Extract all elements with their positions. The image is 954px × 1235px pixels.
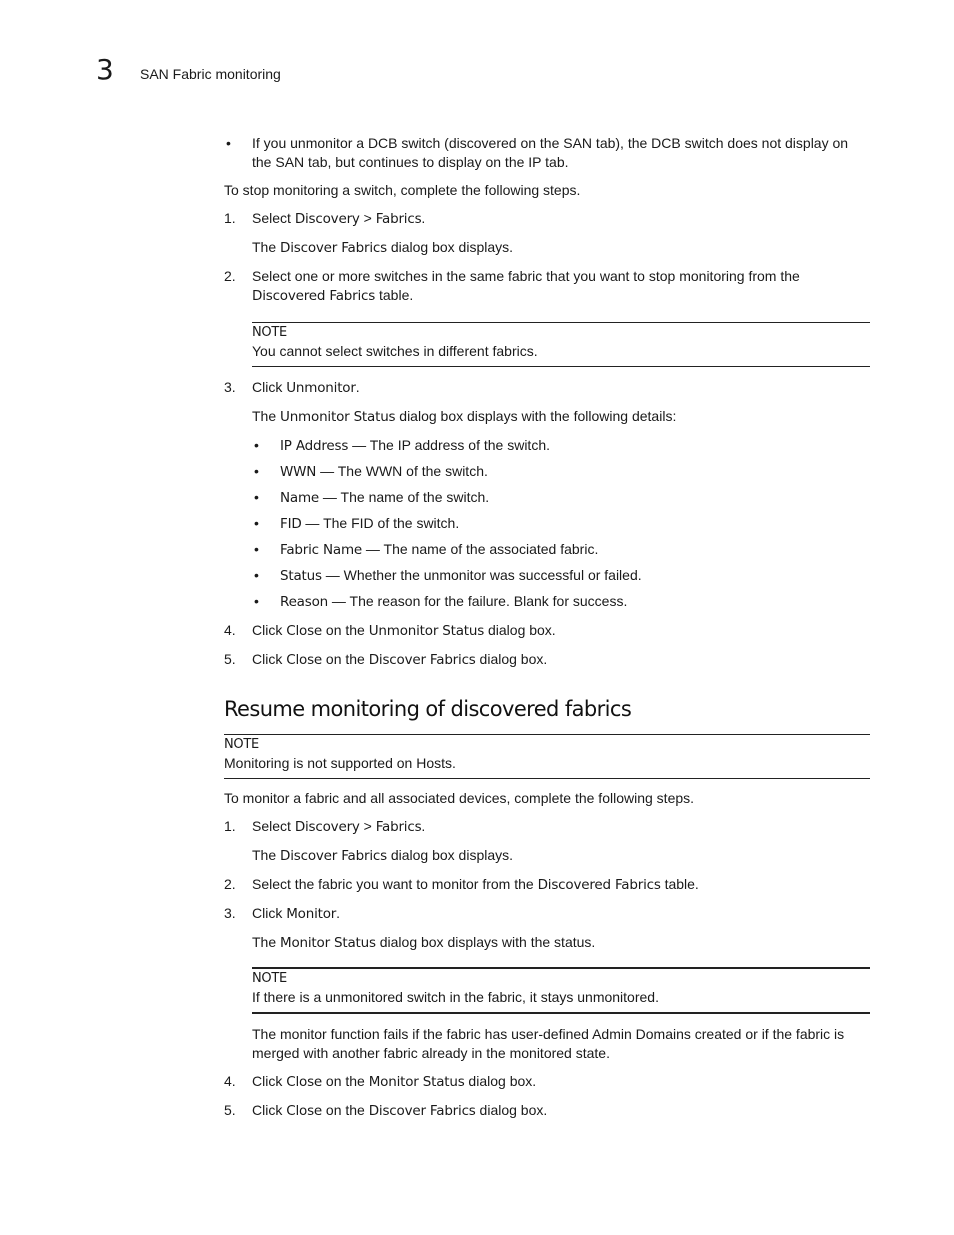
resume-step-2 (224, 875, 870, 895)
step-text: table. (375, 287, 414, 303)
monitor-fail-text: The monitor function fails if the fabric has user-defined Admin Domains created or if the fabric is merged with another fabric already in the monitored state. (252, 1026, 845, 1061)
bullet-icon: • (254, 593, 259, 609)
step-text: dialog box. (475, 1102, 548, 1118)
running-title: SAN Fabric monitoring (140, 66, 281, 82)
step-text: > (359, 818, 376, 834)
detail-desc: — The reason for the failure. Blank for success. (328, 593, 628, 609)
resume-step-1 (224, 817, 870, 837)
ui-term: Close (286, 1074, 323, 1090)
step-text: on the (322, 1102, 369, 1118)
resume-lead: To monitor a fabric and all associated devices, complete the following steps. (224, 790, 695, 806)
step-text: The (252, 847, 281, 863)
step-text: dialog box. (484, 622, 556, 638)
list-item (224, 436, 870, 456)
note-box (252, 322, 870, 367)
section-heading: Resume monitoring of discovered fabrics (224, 697, 632, 721)
detail-desc: — The name of the associated fabric. (362, 541, 599, 557)
ui-term: Close (286, 1103, 323, 1119)
note-box (252, 967, 870, 1014)
list-item (224, 592, 870, 612)
list-item (224, 514, 870, 534)
note-label: NOTE (252, 325, 287, 340)
stop-step-3 (224, 378, 870, 398)
detail-term: IP Address (280, 438, 349, 454)
detail-desc: — The WWN of the switch. (316, 463, 488, 479)
step-text: Click (252, 1073, 287, 1089)
detail-term: Status (280, 568, 322, 584)
ui-term: Close (286, 652, 323, 668)
resume-step-3-result (224, 933, 870, 953)
step-text: dialog box. (475, 651, 548, 667)
step-number: 4. (224, 622, 236, 638)
stop-step-4 (224, 621, 870, 641)
page-body (224, 134, 870, 1121)
step-text: dialog box. (464, 1073, 537, 1089)
step-text: . (355, 379, 360, 395)
step-text: dialog box displays with the following details: (395, 408, 677, 424)
list-item (224, 488, 870, 508)
step-text: table. (660, 876, 699, 892)
ui-term: Monitor (286, 906, 337, 922)
ui-term: Fabrics (375, 819, 422, 835)
step-text: dialog box displays. (386, 847, 514, 863)
step-text: Select (252, 818, 295, 834)
list-item (224, 462, 870, 482)
step-number: 2. (224, 268, 236, 284)
step-text: Select (252, 210, 295, 226)
step-text: on the (322, 1073, 369, 1089)
step-number: 1. (224, 818, 236, 834)
note-text: If there is a unmonitored switch in the fabric, it stays unmonitored. (252, 989, 659, 1005)
bullet-icon: • (254, 515, 259, 531)
detail-term: Name (280, 490, 320, 506)
step-text: > (359, 210, 376, 226)
step-text: dialog box displays. (386, 239, 514, 255)
detail-desc: — Whether the unmonitor was successful or failed. (321, 567, 642, 583)
bullet-icon: • (254, 567, 259, 583)
detail-desc: — The IP address of the switch. (348, 437, 550, 453)
bullet-icon: • (254, 489, 259, 505)
bullet-icon: • (254, 437, 259, 453)
detail-desc: — The FID of the switch. (301, 515, 460, 531)
detail-term: WWN (280, 464, 317, 480)
step-number: 1. (224, 210, 236, 226)
stop-step-5 (224, 650, 870, 670)
stop-step-2 (224, 267, 870, 306)
ui-term: Discovery (294, 819, 360, 835)
ui-term: Close (286, 623, 323, 639)
list-item (224, 566, 870, 586)
resume-step-4 (224, 1072, 870, 1092)
ui-term: Unmonitor (286, 380, 356, 396)
note-label: NOTE (252, 971, 287, 986)
list-item (224, 540, 870, 560)
step-text: Click (252, 379, 287, 395)
step-text: Click (252, 651, 287, 667)
detail-term: FID (280, 516, 302, 532)
step-text: The (252, 934, 281, 950)
detail-term: Fabric Name (280, 542, 363, 558)
resume-step-5 (224, 1101, 870, 1121)
list-item (224, 134, 870, 172)
ui-term: Unmonitor Status (280, 409, 396, 425)
step-number: 5. (224, 1102, 236, 1118)
ui-term: Discover Fabrics (368, 1103, 476, 1119)
step-text: . (421, 818, 426, 834)
ui-term: Discover Fabrics (280, 848, 387, 864)
ui-term: Monitor Status (280, 935, 376, 951)
step-text: Select the fabric you want to monitor from the (252, 876, 538, 892)
bullet-icon: • (254, 541, 259, 557)
ui-term: Discovered Fabrics (537, 877, 661, 893)
step-number: 4. (224, 1073, 236, 1089)
step-text: Click (252, 1102, 287, 1118)
step-text: The (252, 239, 281, 255)
note-box (224, 734, 870, 779)
resume-step-3 (224, 904, 870, 924)
step-text: Select one or more switches in the same fabric that you want to stop monitoring from the (252, 268, 800, 284)
ui-term: Discover Fabrics (280, 240, 387, 256)
note-text: Monitoring is not supported on Hosts. (224, 755, 456, 771)
step-number: 3. (224, 379, 236, 395)
note-label: NOTE (224, 737, 259, 752)
bullet-icon: • (254, 463, 259, 479)
step-text: on the (322, 622, 369, 638)
step-number: 5. (224, 651, 236, 667)
chapter-number: 3 (96, 53, 114, 86)
step-text: Click (252, 622, 287, 638)
step-text: Click (252, 905, 287, 921)
step-text: . (336, 905, 341, 921)
ui-term: Discovered Fabrics (252, 288, 376, 304)
bullet-icon: • (226, 135, 231, 151)
step-number: 3. (224, 905, 236, 921)
ui-term: Discovery (294, 211, 360, 227)
ui-term: Fabrics (375, 211, 422, 227)
step-text: The (252, 408, 281, 424)
stop-step-1-result (224, 238, 870, 258)
intro-bullet-text: If you unmonitor a DCB switch (discovered on the SAN tab), the DCB switch does not display on the SAN tab, but continues to display on the IP tab. (252, 135, 849, 170)
note-text: You cannot select switches in different fabrics. (252, 343, 538, 359)
stop-lead: To stop monitoring a switch, complete the following steps. (224, 182, 581, 198)
step-text: on the (322, 651, 369, 667)
ui-term: Discover Fabrics (368, 652, 476, 668)
detail-term: Reason (280, 594, 329, 610)
step-text: dialog box displays with the status. (375, 934, 596, 950)
step-text: . (421, 210, 426, 226)
resume-step-1-result (224, 846, 870, 866)
step-number: 2. (224, 876, 236, 892)
detail-desc: — The name of the switch. (319, 489, 490, 505)
stop-step-1 (224, 209, 870, 229)
stop-step-3-result (224, 407, 870, 427)
ui-term: Unmonitor Status (368, 623, 485, 639)
detail-list (224, 436, 870, 612)
ui-term: Monitor Status (368, 1074, 465, 1090)
